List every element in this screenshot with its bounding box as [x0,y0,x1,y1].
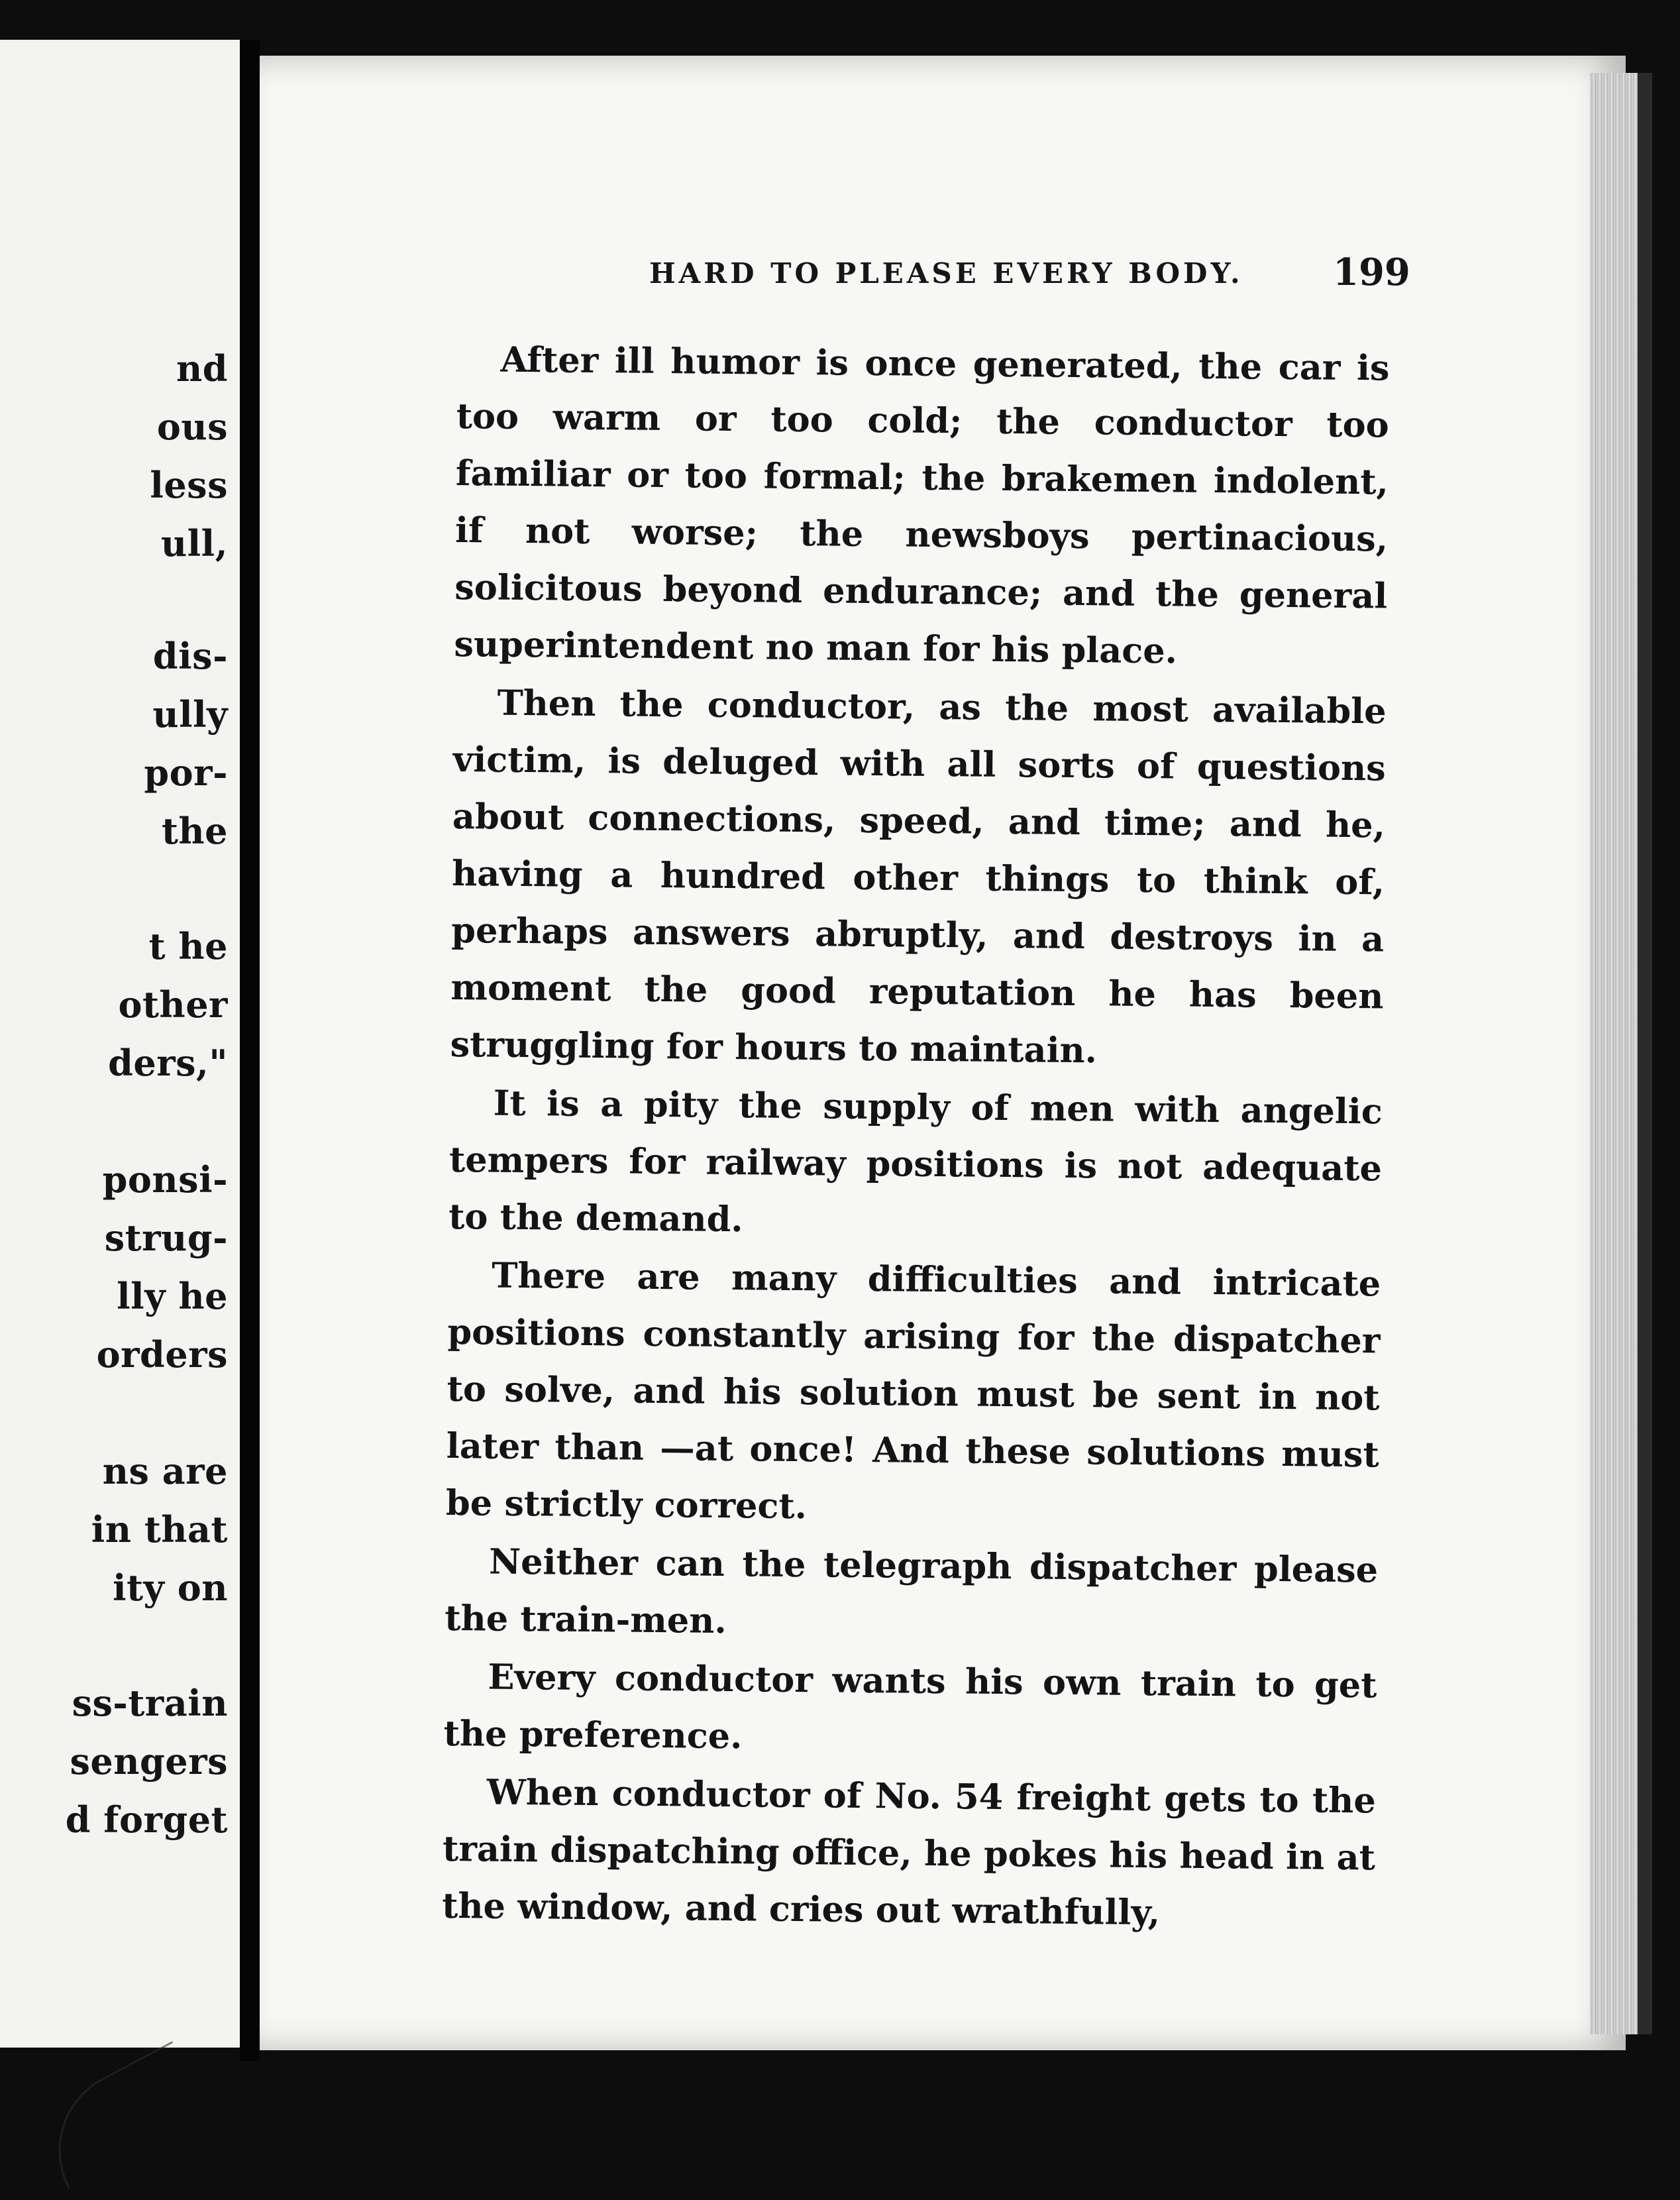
line-fragment: less [150,464,228,506]
line-fragment: strug- [104,1217,228,1259]
line-fragment: in that [91,1508,228,1551]
line-fragment: d forget [65,1798,228,1841]
line-fragment: t he [148,925,228,967]
line-fragment: ity on [113,1567,228,1609]
line-fragment: dis- [152,635,228,677]
running-head: HARD TO PLEASE EVERY BODY. [649,257,1243,290]
line-fragment: lly he [117,1275,228,1317]
line-fragment: ders," [108,1042,228,1084]
paragraph: When conductor of No. 54 freight gets to the train dispatching office, he pokes his head in at the window, and cries out wrathfully, [441,1772,1377,1934]
line-fragment: ull, [160,522,228,565]
line-fragment: sengers [70,1740,228,1783]
line-fragment: other [118,983,228,1026]
paragraph: Then the conductor, as the most available victim, is deluged with all sorts of questions about connections, speed, and time; and he, having a hundred other things to think of, perhaps answers abruptly, and destroys in a moment the good reputation he has been struggling for hours to maintain. [450,683,1387,1072]
previous-page-edge [0,40,240,2048]
paragraph: It is a pity the supply of men with angelic tempers for railway positions is not adequate to the demand. [448,1083,1383,1240]
line-fragment: ponsi- [102,1158,228,1201]
line-fragment: ully [152,693,228,736]
paragraph: Neither can the telegraph dispatcher please the train-men. [445,1541,1379,1641]
line-fragment: ns are [102,1450,228,1492]
line-fragment: ous [156,406,228,448]
page-number: 199 [1333,250,1410,294]
paragraph: Every conductor wants his own train to get the preference. [443,1657,1377,1757]
line-fragment: nd [176,347,228,390]
line-fragment: ss-train [72,1682,228,1724]
page-stack-edge [1590,73,1638,2034]
line-fragment: orders [96,1333,228,1376]
paragraph: After ill humor is once generated, the car is too warm or too cold; the conductor too familiar or too formal; the brakemen indolent, if not worse; the newsboys pertinacious, solicitous beyond endurance; and the general superintendent no man for his place. [454,339,1390,672]
book-gutter [240,40,260,2061]
line-fragment: por- [144,751,228,794]
previous-page-text [0,40,240,2048]
line-fragment: the [161,810,228,852]
page-stack-shadow [1638,73,1652,2034]
paragraph: There are many difficulties and intricate positions constantly arising for the dispatcher to solve, and his solution must be sent in not later than —at once! And these solutions must be strictly correct. [445,1255,1381,1527]
body-text [442,331,1390,1944]
